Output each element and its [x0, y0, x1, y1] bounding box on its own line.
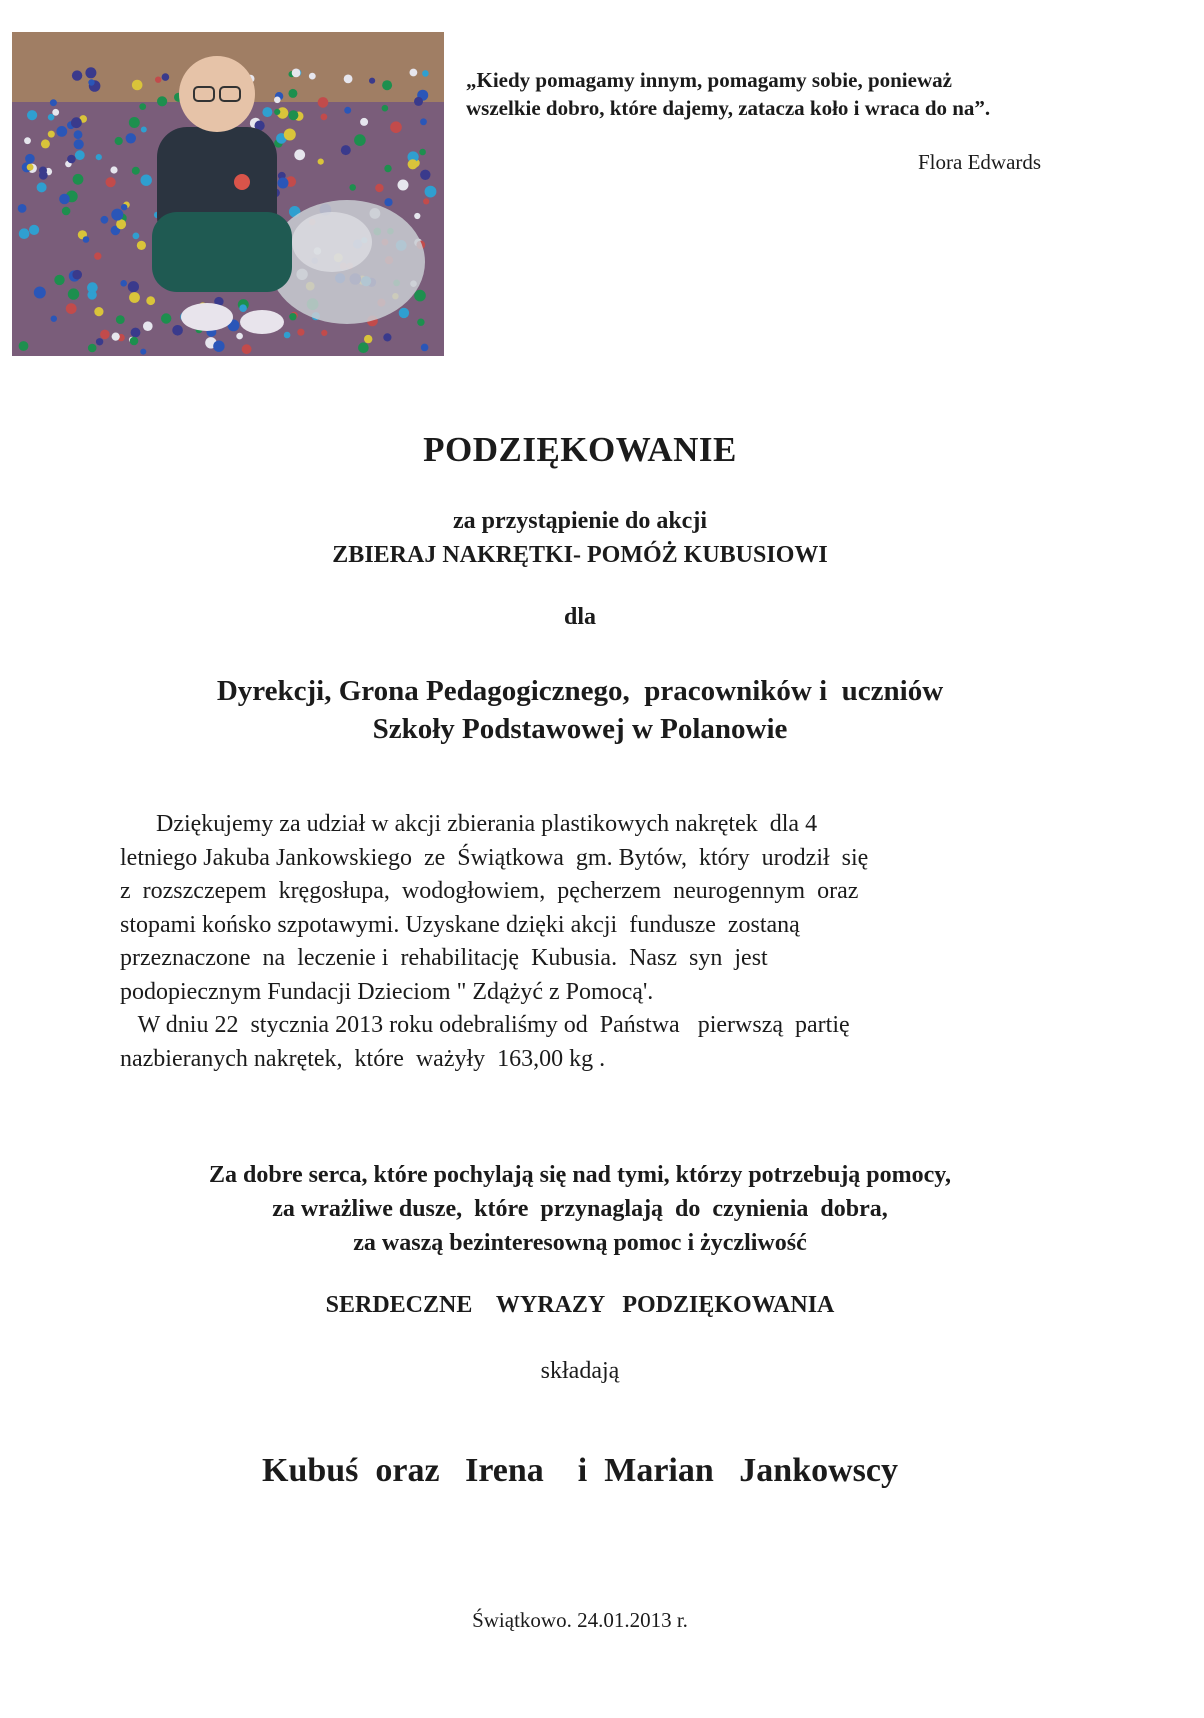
bottle-cap: [51, 316, 57, 322]
bottle-cap: [88, 79, 94, 85]
bottle-cap: [318, 159, 324, 165]
body-line: przeznaczone na leczenie i rehabilitację Kubusia. Nasz syn jest: [120, 945, 768, 971]
bottle-cap: [408, 159, 418, 169]
bottle-cap: [101, 216, 109, 224]
bottle-cap: [360, 118, 368, 126]
child-head: [179, 56, 255, 132]
bottle-cap: [262, 107, 272, 117]
bottle-cap: [239, 304, 247, 312]
bottle-cap: [288, 110, 298, 120]
bottle-cap: [120, 280, 127, 287]
bottle-cap: [48, 131, 55, 138]
bottle-cap: [48, 114, 55, 121]
bottle-cap: [71, 117, 82, 128]
bottle-cap: [132, 167, 140, 175]
bottle-cap: [94, 252, 101, 259]
body-line: letniego Jakuba Jankowskiego ze Świątkowa gm. Bytów, który urodził się: [120, 844, 869, 871]
campaign-subtitle: [0, 504, 1160, 572]
bottle-cap: [143, 321, 153, 331]
document-title: PODZIĘKOWANIE: [423, 430, 737, 469]
bottle-cap: [369, 78, 375, 84]
bottle-cap: [18, 204, 27, 213]
photo-child-with-bottle-caps: [12, 32, 444, 356]
body-line: z rozszczepem kręgosłupa, wodogłowiem, pęcherzem neurogennym oraz: [120, 878, 859, 904]
bottle-cap: [358, 342, 369, 353]
bottle-cap: [384, 198, 392, 206]
bottle-cap: [131, 328, 141, 338]
bottle-cap: [278, 178, 289, 189]
bottle-cap: [421, 344, 429, 352]
bottle-cap: [349, 184, 356, 191]
bottle-cap: [94, 307, 103, 316]
bottle-cap: [213, 341, 224, 352]
bottle-cap: [414, 290, 426, 302]
bottle-cap: [62, 207, 71, 216]
bottle-cap: [294, 149, 305, 160]
bottle-cap: [54, 275, 64, 285]
bottle-cap: [68, 288, 79, 299]
bottle-cap: [162, 73, 170, 81]
bottle-cap: [115, 137, 123, 145]
bottle-cap: [27, 164, 34, 171]
bottle-cap: [425, 186, 437, 198]
bottle-cap: [52, 109, 59, 116]
bottle-cap: [87, 282, 98, 293]
bottle-cap: [139, 103, 146, 110]
bag-highlight: [292, 212, 372, 272]
bottle-cap: [133, 233, 140, 240]
bottle-cap: [341, 145, 351, 155]
bottle-cap: [39, 167, 47, 175]
quote-line-1: „Kiedy pomagamy innym, pomagamy sobie, ponieważ: [466, 68, 952, 92]
bottle-cap: [41, 139, 50, 148]
body-line: stopami końsko szpotawymi. Uzyskane dzięki akcji fundusze zostaną: [120, 911, 800, 938]
bottle-cap: [88, 344, 97, 353]
bottle-cap: [274, 109, 280, 115]
bottle-cap: [121, 204, 127, 210]
bottle-cap: [83, 236, 90, 243]
bottle-cap: [19, 341, 29, 351]
bottle-cap: [75, 150, 85, 160]
bottle-cap: [130, 337, 139, 346]
bottle-cap: [390, 121, 402, 133]
bottle-cap: [67, 155, 76, 164]
bottle-cap: [129, 292, 140, 303]
bottle-cap: [297, 329, 304, 336]
bottle-cap: [116, 315, 125, 324]
photo-image: [12, 32, 444, 356]
bottle-cap: [172, 325, 183, 336]
bottle-cap: [288, 89, 297, 98]
bottle-cap: [137, 241, 146, 250]
bottle-cap: [34, 287, 46, 299]
bottle-cap: [321, 330, 327, 336]
quote-line-2: wszelkie dobro, które dajemy, zatacza koło i wraca do na”.: [466, 96, 991, 120]
body-line: nazbieranych nakrętek, które ważyły 163,00 kg .: [120, 1045, 606, 1072]
closing-line-1: Za dobre serca, które pochylają się nad tymi, którzy potrzebują pomocy,: [209, 1162, 951, 1188]
bottle-cap: [289, 313, 296, 320]
bottle-cap: [236, 333, 243, 340]
bottle-cap: [157, 96, 167, 106]
serdeczne-heading: SERDECZNE WYRAZY PODZIĘKOWANIA: [325, 1292, 835, 1318]
body-line: Dziękujemy za udział w akcji zbierania plastikowych nakrętek dla 4: [120, 811, 818, 837]
bottle-cap: [146, 296, 155, 305]
bottle-cap: [321, 114, 328, 121]
bottle-cap: [96, 338, 103, 345]
bottle-cap: [74, 130, 83, 139]
bottle-cap: [344, 107, 351, 114]
bottle-cap: [292, 69, 301, 78]
bottle-cap: [24, 137, 31, 144]
child-sock-left: [181, 303, 233, 331]
bottle-cap: [420, 118, 427, 125]
recipient-line-1: Dyrekcji, Grona Pedagogicznego, pracowników i uczniów: [216, 675, 944, 707]
bottle-cap: [25, 154, 35, 164]
bottle-cap: [111, 209, 123, 221]
bottle-cap: [155, 77, 161, 83]
body-line: podopiecznym Fundacji Dzieciom " Zdążyć z Pomocą'.: [120, 978, 654, 1005]
bottle-cap: [417, 319, 424, 326]
recipient-line-2: Szkoły Podstawowej w Polanowie: [372, 713, 788, 745]
epigraph-quote: [466, 66, 1166, 122]
bottle-cap: [364, 335, 372, 343]
shirt-heart: [234, 174, 250, 190]
bottle-cap: [74, 139, 84, 149]
closing-line-2: za wrażliwe dusze, które przynaglają do czynienia dobra,: [272, 1196, 888, 1222]
bottle-cap: [414, 213, 420, 219]
bottle-cap: [423, 198, 429, 204]
closing-block: [0, 1158, 1160, 1260]
subtitle-line-2: ZBIERAJ NAKRĘTKI- POMÓŻ KUBUSIOWI: [332, 542, 828, 568]
bottle-cap: [422, 70, 429, 77]
dla-label: dla: [563, 604, 596, 630]
bottle-cap: [382, 80, 392, 90]
recipient-block: [0, 672, 1160, 748]
bottle-cap: [354, 134, 366, 146]
bottle-cap: [274, 97, 281, 104]
child-pants: [152, 212, 292, 292]
bottle-cap: [85, 67, 96, 78]
bottle-cap: [29, 225, 39, 235]
bottle-cap: [398, 180, 409, 191]
bottle-cap: [56, 126, 67, 137]
bottle-cap: [141, 127, 147, 133]
bottle-cap: [66, 303, 77, 314]
bottle-cap: [414, 97, 423, 106]
bottle-cap: [132, 80, 143, 91]
bottle-cap: [419, 149, 426, 156]
bottle-cap: [382, 105, 389, 112]
skladaja-label: składają: [540, 1358, 620, 1384]
signatories: Kubuś oraz Irena i Marian Jankowscy: [262, 1452, 898, 1489]
bottle-cap: [375, 184, 383, 192]
bottle-cap: [284, 129, 296, 141]
bottle-cap: [309, 73, 316, 80]
bottle-cap: [27, 110, 37, 120]
bottle-cap: [384, 165, 391, 172]
bottle-cap: [96, 154, 102, 160]
bottle-cap: [72, 70, 82, 80]
closing-line-3: za waszą bezinteresowną pomoc i życzliwość: [353, 1230, 807, 1256]
quote-author: Flora Edwards: [918, 150, 1042, 174]
bottle-cap: [73, 174, 84, 185]
bottle-cap: [141, 175, 152, 186]
bottle-cap: [126, 133, 136, 143]
place-and-date: Świątkowo. 24.01.2013 r.: [472, 1608, 688, 1632]
bottle-cap: [128, 281, 139, 292]
bottle-cap: [116, 219, 126, 229]
bottle-cap: [318, 97, 329, 108]
bottle-cap: [72, 270, 82, 280]
bottle-cap: [19, 228, 30, 239]
bottle-cap: [100, 330, 110, 340]
subtitle-line-1: za przystąpienie do akcji: [453, 508, 707, 534]
bottle-cap: [242, 344, 252, 354]
bottle-cap: [59, 194, 70, 205]
bottle-cap: [420, 170, 430, 180]
child-sock-right: [240, 310, 284, 334]
bottle-cap: [110, 166, 117, 173]
bottle-cap: [284, 332, 291, 339]
body-line: W dniu 22 stycznia 2013 roku odebraliśmy od Państwa pierwszą partię: [120, 1012, 850, 1038]
bottle-cap: [140, 349, 146, 355]
bottle-cap: [106, 177, 116, 187]
bottle-cap: [383, 333, 391, 341]
bottle-cap: [399, 308, 409, 318]
bottle-cap: [344, 75, 353, 84]
bottle-cap: [161, 313, 171, 323]
bottle-cap: [50, 99, 57, 106]
bottle-cap: [112, 333, 120, 341]
bottle-cap: [37, 182, 47, 192]
bottle-cap: [410, 69, 418, 77]
body-paragraph: [120, 808, 1060, 1076]
bottle-cap: [129, 117, 140, 128]
